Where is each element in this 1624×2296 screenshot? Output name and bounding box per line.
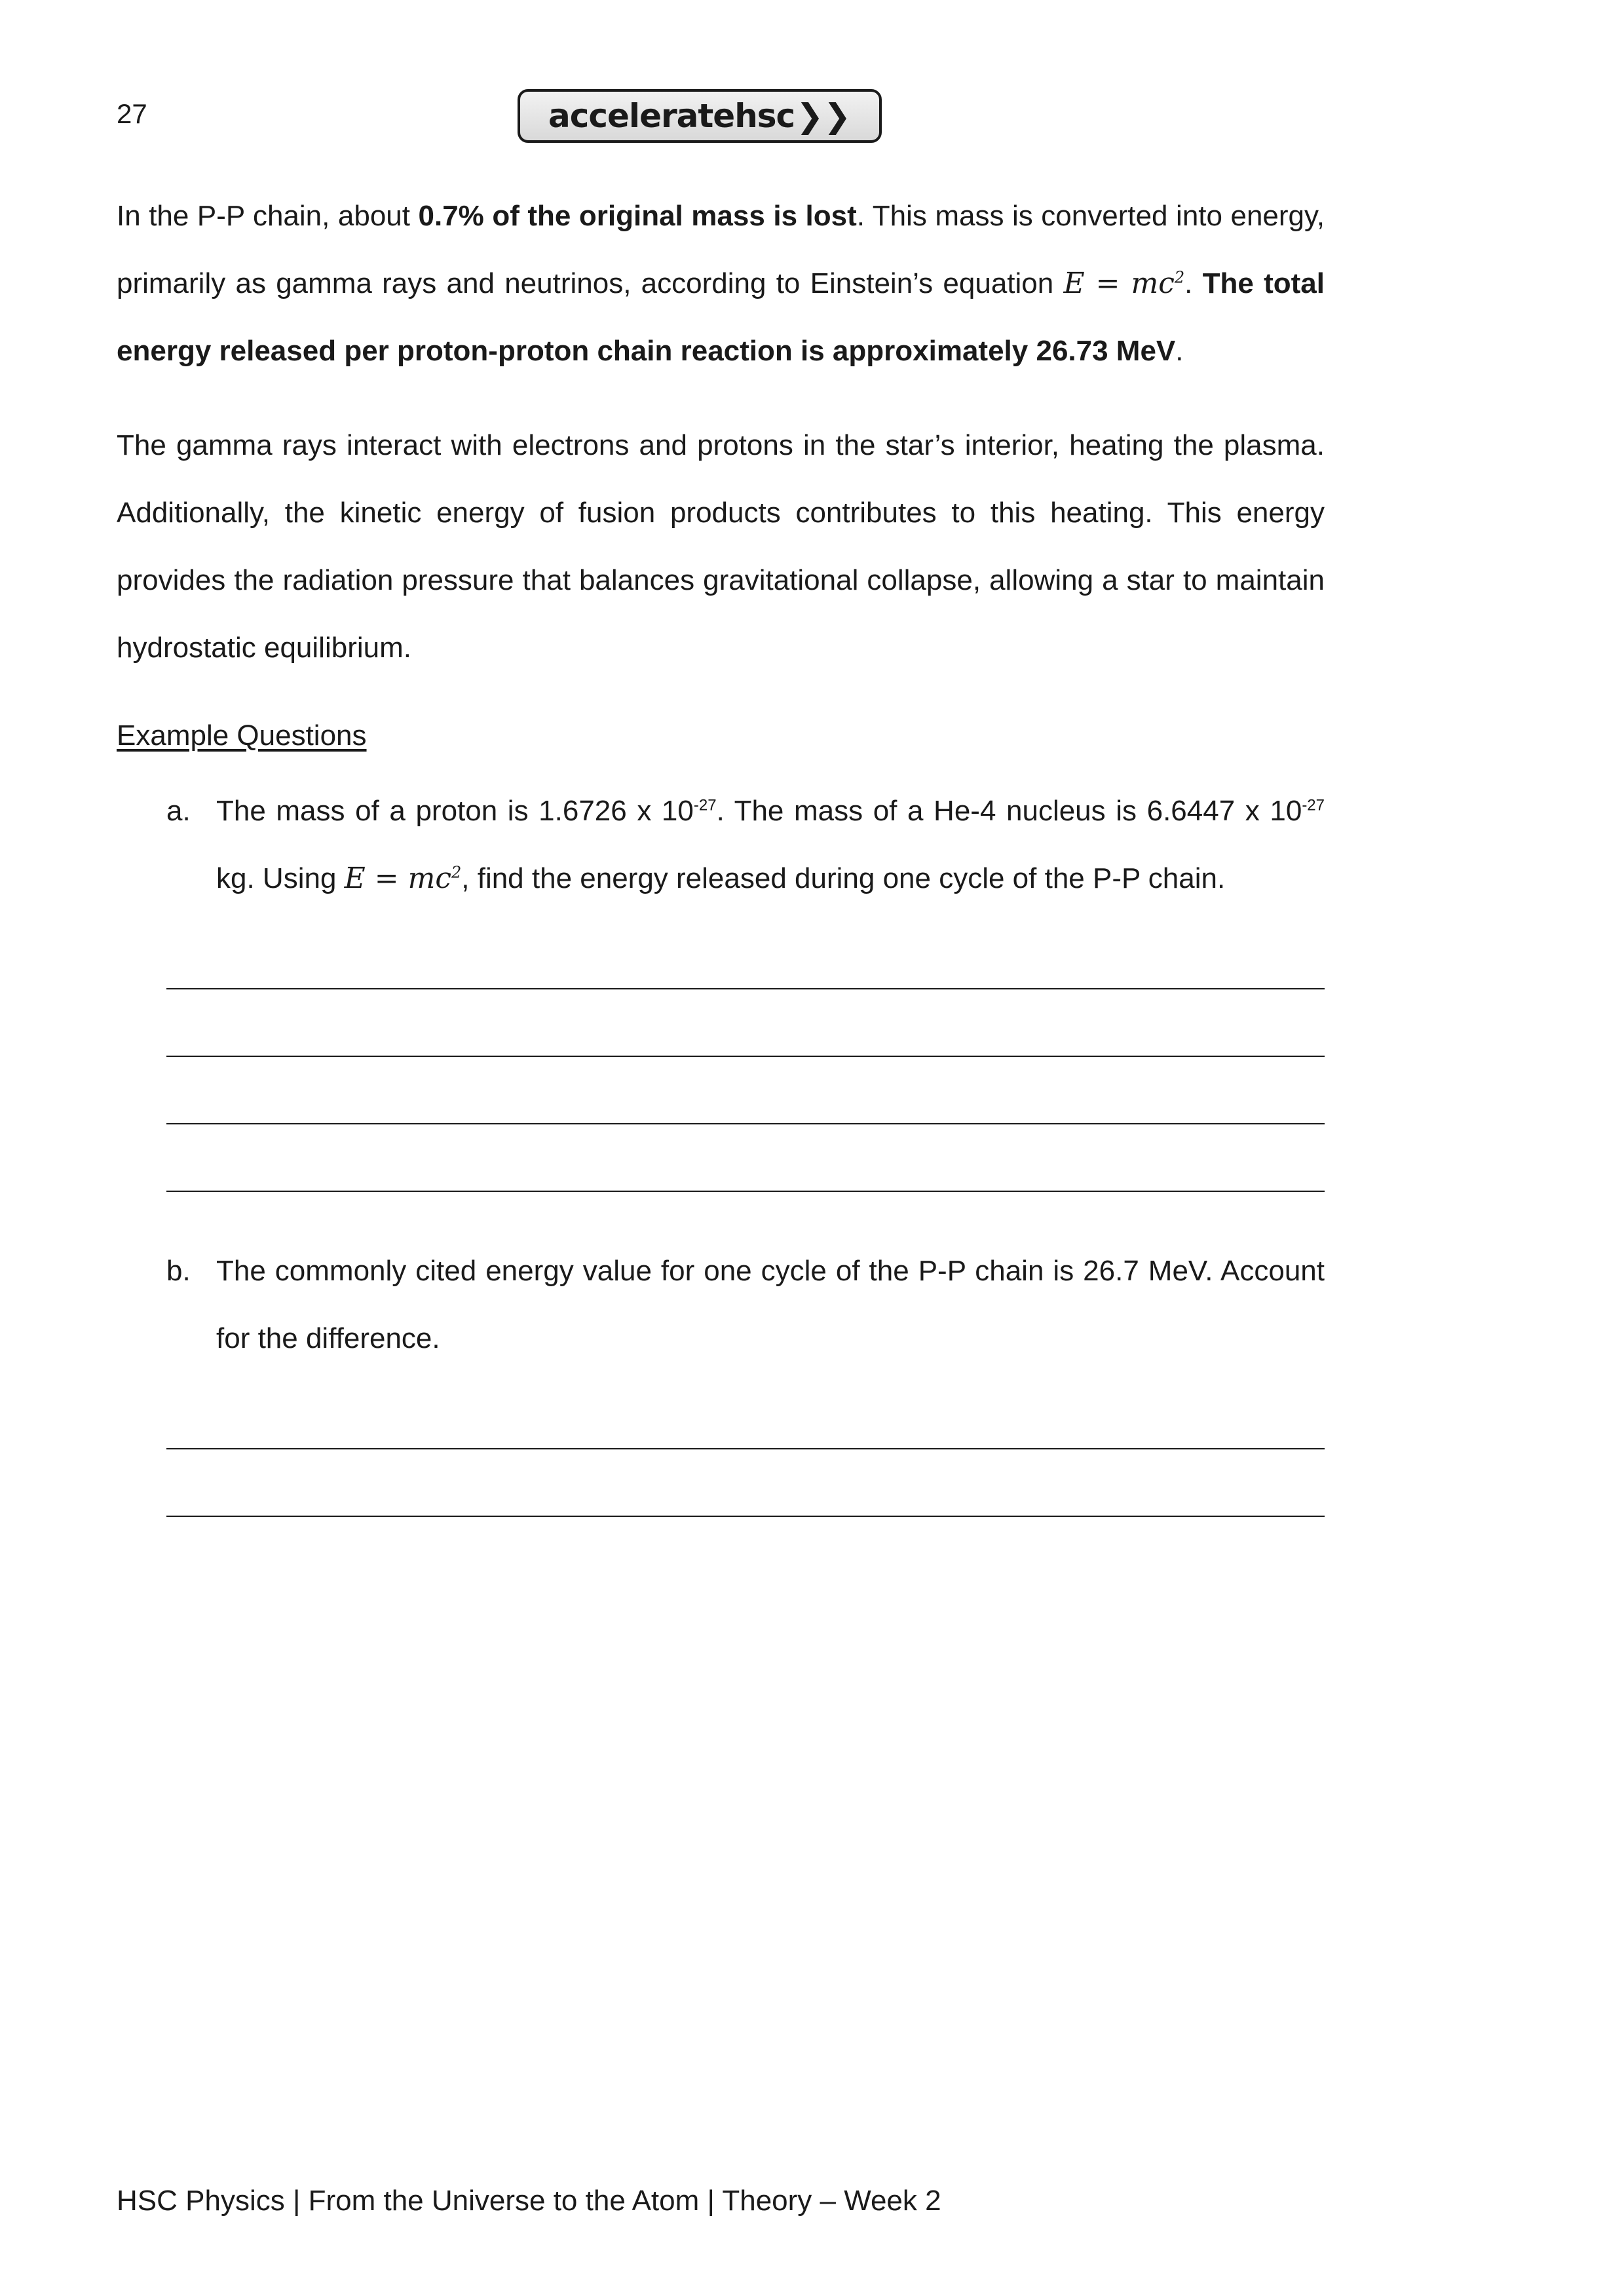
heating-paragraph: The gamma rays interact with electrons and protons in the star’s interior, heating the plasma. Additionally, the kinetic energy of fusion products contributes to this heating. This energy provides the radiation pressure that balances gravitational collapse, allowing a star to maintain hydrostatic equilibrium. — [117, 429, 1325, 664]
intro-text-1: In the P-P chain, about — [117, 200, 419, 232]
answer-line-b-2[interactable] — [166, 1516, 1325, 1517]
answer-line-a-1[interactable] — [166, 988, 1325, 989]
page-footer: HSC Physics | From the Universe to the Atom | Theory – Week 2 — [117, 2185, 941, 2217]
question-a — [166, 777, 1325, 912]
intro-bold-1: 0.7% of the original mass is lost — [418, 200, 857, 232]
chevron-right-icon: ❯❯ — [796, 97, 851, 135]
page-number: 27 — [117, 98, 147, 129]
answer-line-b-1[interactable] — [166, 1448, 1325, 1449]
question-b — [166, 1237, 1325, 1372]
question-a-text: The mass of a proton is 1.6726 x $10^{-27}$. The mass of a He-4 nucleus is 6.6447 x $10^{-27}$ kg. Using $E = mc^2$, find the energy released during one cycle of the P-P chain. — [216, 795, 1325, 895]
acceleratehsc-logo — [518, 89, 882, 143]
intro-text-2: . This mass is converted into energy, primarily as gamma rays and neutrinos, according to Einstein’s equation — [117, 200, 1325, 299]
example-questions-heading: Example Questions — [117, 719, 367, 752]
intro-text-4: . — [1175, 335, 1184, 367]
question-b-letter: b. — [166, 1255, 191, 1287]
question-b-text: The commonly cited energy value for one cycle of the P-P chain is 26.7 MeV. Account for the difference. — [216, 1255, 1325, 1354]
intro-text-3: . — [1184, 267, 1203, 299]
equation-emc2: $E = mc^2$ — [1063, 267, 1185, 300]
question-a-letter: a. — [166, 795, 191, 827]
intro-paragraph — [117, 182, 1325, 385]
answer-line-a-3[interactable] — [166, 1123, 1325, 1124]
answer-line-a-2[interactable] — [166, 1056, 1325, 1057]
logo-text: acceleratehsc — [548, 97, 795, 135]
answer-line-a-4[interactable] — [166, 1191, 1325, 1192]
intro-bold-2: The total energy released per proton-proton chain reaction is approximately 26.73 MeV — [117, 267, 1325, 367]
equation-emc2: $E = mc^2$ — [344, 862, 462, 895]
